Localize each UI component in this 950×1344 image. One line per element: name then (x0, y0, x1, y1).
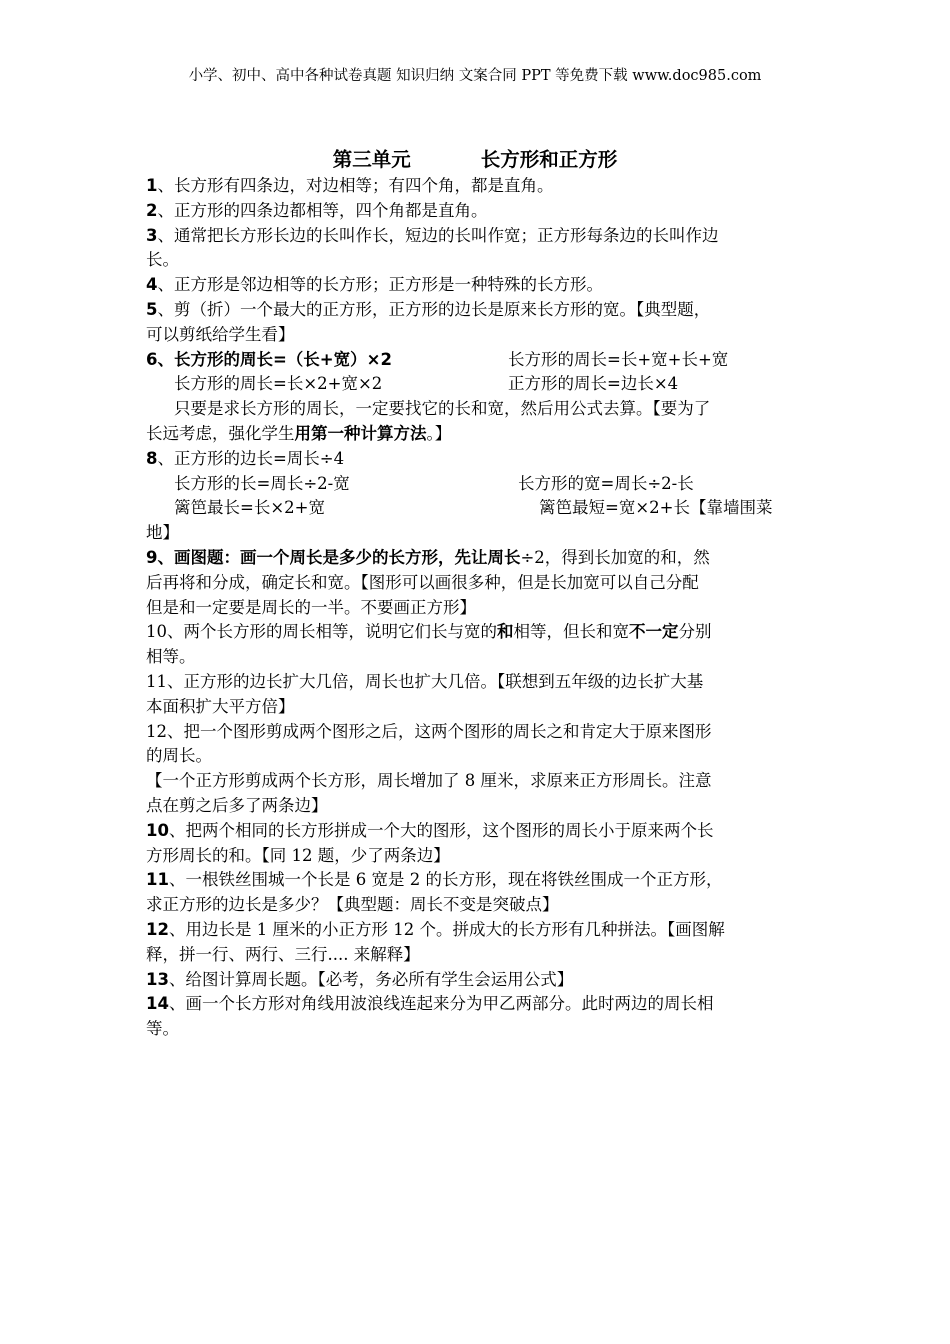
unit-title: 第三单元 (332, 148, 411, 171)
formula-fence-min: 篱笆最短=宽×2+长【靠墙围菜 (539, 498, 773, 518)
page-title (0, 147, 950, 173)
item-6-row2 (146, 372, 812, 397)
item-8: 8、正方形的边长=周长÷4 (146, 448, 345, 468)
item-12-cont: 的周长。 (146, 746, 212, 766)
item-9-cont-1: 后再将和分成，确定长和宽。【图形可以画很多种，但是长加宽可以自己分配 (146, 572, 699, 592)
item-11b: 11、一根铁丝围城一个长是 6 宽是 2 的长方形，现在将铁丝围成一个正方形， (146, 870, 723, 890)
document-body (146, 174, 812, 1042)
item-8-row2 (146, 472, 812, 497)
item-12b-cont: 释，拼一行、两行、三行.... 来解释】 (146, 944, 420, 964)
item-14: 14、画一个长方形对角线用波浪线连起来分为甲乙两部分。此时两边的周长相 (146, 994, 714, 1014)
item-8-row3 (146, 496, 812, 521)
item-13: 13、给图计算周长题。【必考，务必所有学生会运用公式】 (146, 969, 574, 989)
item-11b-cont: 求正方形的边长是多少？【典型题：周长不变是突破点】 (146, 895, 559, 915)
item-9: 9、画图题：画一个周长是多少的长方形，先让周长÷2，得到长加宽的和，然 (146, 547, 710, 567)
item-11-cont: 本面积扩大平方倍】 (146, 696, 295, 716)
item-9-cont-2: 但是和一定要是周长的一半。不要画正方形】 (146, 597, 476, 617)
formula-fence-max: 篱笆最长=长×2+宽 (174, 498, 325, 518)
formula-length: 长方形的长=周长÷2-宽 (174, 473, 350, 493)
topic-title: 长方形和正方形 (480, 148, 618, 171)
item-6-note: 只要是求长方形的周长，一定要找它的长和宽，然后用公式去算。【要为了 (174, 399, 711, 419)
item-6-note-cont: 长远考虑，强化学生用第一种计算方法。】 (146, 423, 452, 443)
item-12-example: 【一个正方形剪成两个长方形，周长增加了 8 厘米，求原来正方形周长。注意 (146, 771, 712, 791)
item-5-cont: 可以剪纸给学生看】 (146, 324, 295, 344)
formula-perimeter-1: 6、长方形的周长=（长+宽）×2 (146, 349, 392, 369)
formula-perimeter-2: 长方形的周长=长+宽+长+宽 (508, 349, 729, 369)
item-14-cont: 等。 (146, 1019, 179, 1039)
item-10-cont: 相等。 (146, 647, 196, 667)
item-6 (146, 348, 812, 373)
item-12-example-cont: 点在剪之后多了两条边】 (146, 795, 328, 815)
item-3-cont: 长。 (146, 250, 179, 270)
item-10b-cont: 方形周长的和。【同 12 题，少了两条边】 (146, 845, 450, 865)
item-11: 11、正方形的边长扩大几倍，周长也扩大几倍。【联想到五年级的边长扩大基 (146, 671, 704, 691)
item-10: 10、两个长方形的周长相等，说明它们长与宽的和相等，但长和宽不一定分别 (146, 622, 712, 642)
page-header: 小学、初中、高中各种试卷真题 知识归纳 文案合同 PPT 等免费下载 www.doc985.com (188, 68, 762, 84)
item-12: 12、把一个图形剪成两个图形之后，这两个图形的周长之和肯定大于原来图形 (146, 721, 712, 741)
formula-square-perimeter: 正方形的周长=边长×4 (508, 374, 679, 394)
item-2: 2、正方形的四条边都相等，四个角都是直角。 (146, 200, 488, 220)
item-3: 3、通常把长方形长边的长叫作长，短边的长叫作宽；正方形每条边的长叫作边 (146, 225, 719, 245)
item-12b: 12、用边长是 1 厘米的小正方形 12 个。拼成大的长方形有几种拼法。【画图解 (146, 919, 725, 939)
item-8-cont: 地】 (146, 523, 179, 543)
item-1: 1、长方形有四条边，对边相等；有四个角，都是直角。 (146, 176, 554, 195)
item-5: 5、剪（折）一个最大的正方形，正方形的边长是原来长方形的宽。【典型题， (146, 299, 711, 319)
formula-perimeter-3: 长方形的周长=长×2+宽×2 (174, 374, 383, 394)
item-10b: 10、把两个相同的长方形拼成一个大的图形，这个图形的周长小于原来两个长 (146, 820, 714, 840)
formula-width: 长方形的宽=周长÷2-长 (518, 473, 694, 493)
item-4: 4、正方形是邻边相等的长方形；正方形是一种特殊的长方形。 (146, 275, 603, 295)
